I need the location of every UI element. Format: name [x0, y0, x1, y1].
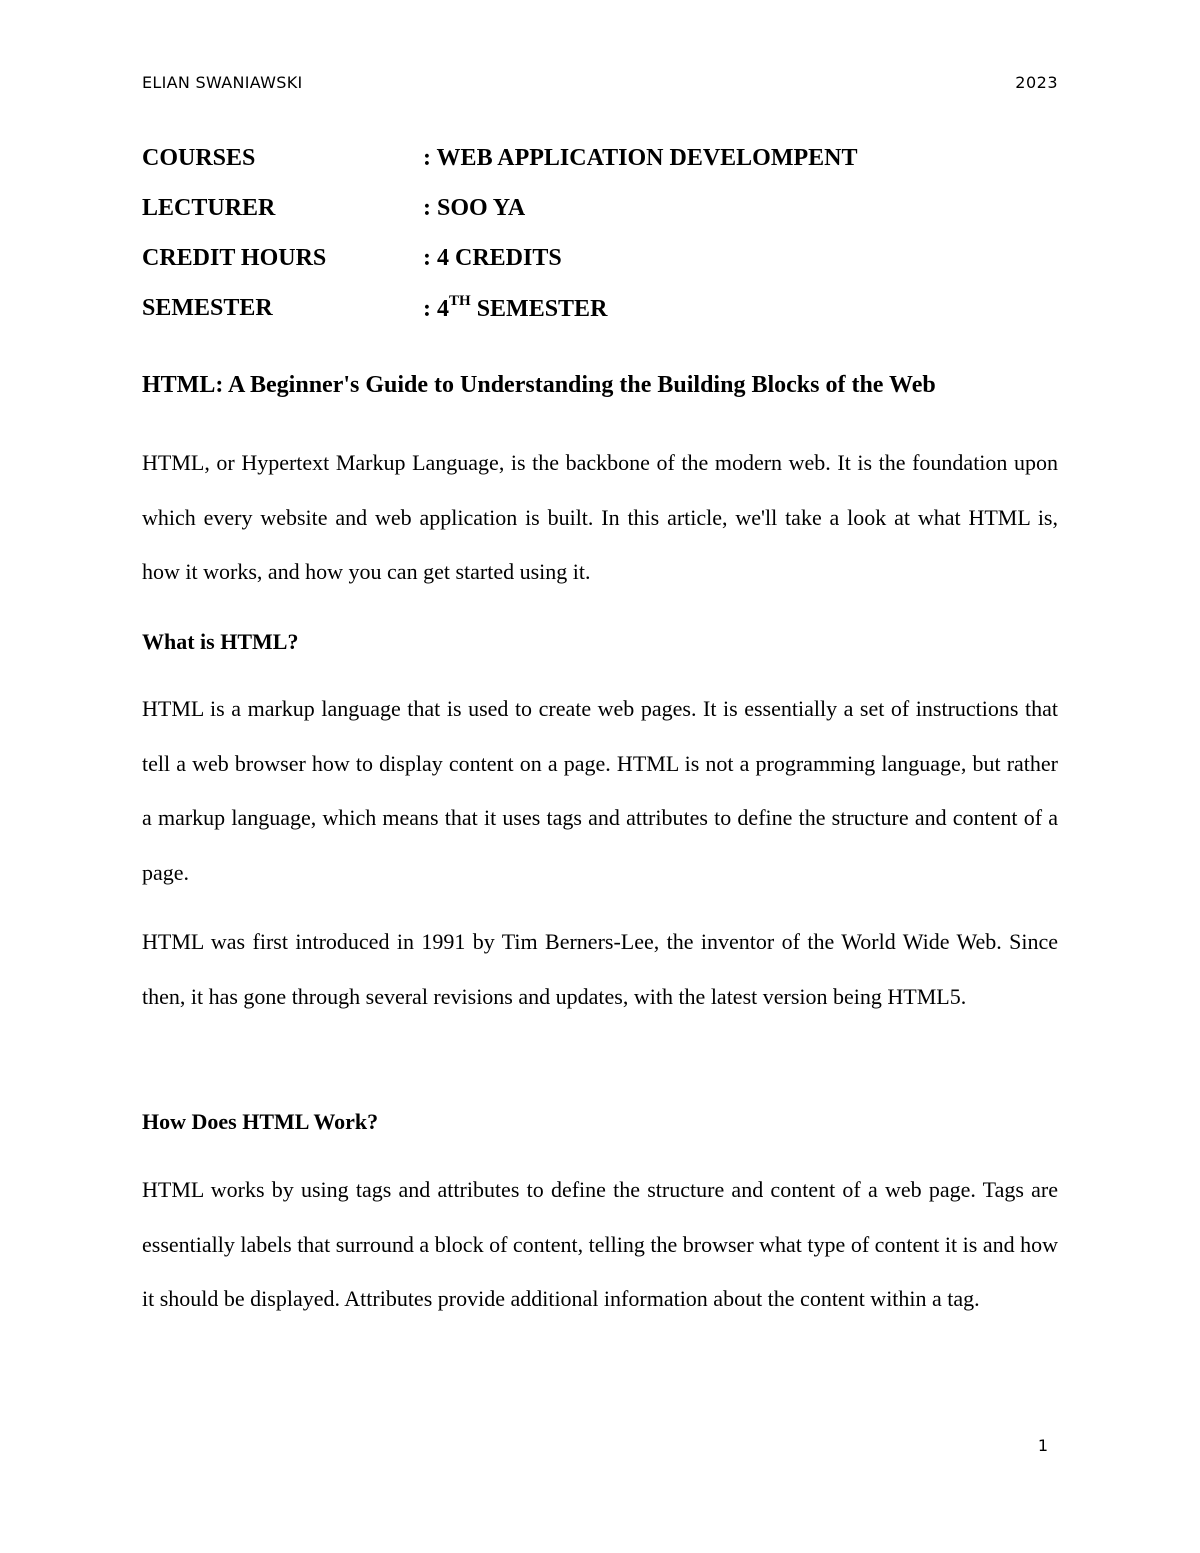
course-info-row-credit-hours [142, 245, 1062, 277]
course-info-value: : WEB APPLICATION DEVELOMPENT [423, 145, 858, 171]
course-info-value: : 4 CREDITS [423, 245, 562, 271]
header-year: 2023 [1015, 73, 1058, 92]
intro-paragraph: HTML, or Hypertext Markup Language, is the backbone of the modern web. It is the foundation upon which every website and web application is built. In this article, we'll take a look at what HTML is, how it works, and how you can get started using it. [142, 450, 1058, 584]
course-info-key: SEMESTER [142, 295, 273, 321]
course-info-row-semester [142, 295, 1062, 327]
course-info-key: CREDIT HOURS [142, 245, 327, 271]
semester-value-suffix: SEMESTER [470, 296, 608, 322]
section-heading-how-does-html-work: How Does HTML Work? [142, 1109, 379, 1134]
semester-value-superscript: TH [449, 293, 471, 309]
section-heading-what-is-html: What is HTML? [142, 629, 299, 654]
section2-paragraph-1: HTML works by using tags and attributes to define the structure and content of a web page. Tags are essentially labels that surround a block of content, telling the browser what type of content it is and how it should be displayed. Attributes provide additional information about the content within a tag. [142, 1177, 1058, 1311]
course-info-key: COURSES [142, 145, 256, 171]
article-title: HTML: A Beginner's Guide to Understanding the Building Blocks of the Web [142, 372, 936, 398]
course-info-row-courses [142, 145, 1062, 177]
course-info-row-lecturer [142, 195, 1062, 227]
course-info-value: : SOO YA [423, 195, 526, 221]
section1-paragraph-2: HTML was first introduced in 1991 by Tim Berners-Lee, the inventor of the World Wide Web. Since then, it has gone through several revisions and updates, with the latest version being HTML5. [142, 929, 1058, 1009]
header-author: ELIAN SWANIAWSKI [142, 73, 303, 92]
page-number: 1 [1037, 1436, 1048, 1455]
semester-value-prefix: : 4 [423, 296, 449, 322]
section1-paragraph-1: HTML is a markup language that is used to create web pages. It is essentially a set of instructions that tell a web browser how to display content on a page. HTML is not a programming language, but rather a markup language, which means that it uses tags and attributes to define the structure and content of a page. [142, 696, 1058, 885]
course-info-key: LECTURER [142, 195, 276, 221]
course-info-value [423, 295, 607, 323]
